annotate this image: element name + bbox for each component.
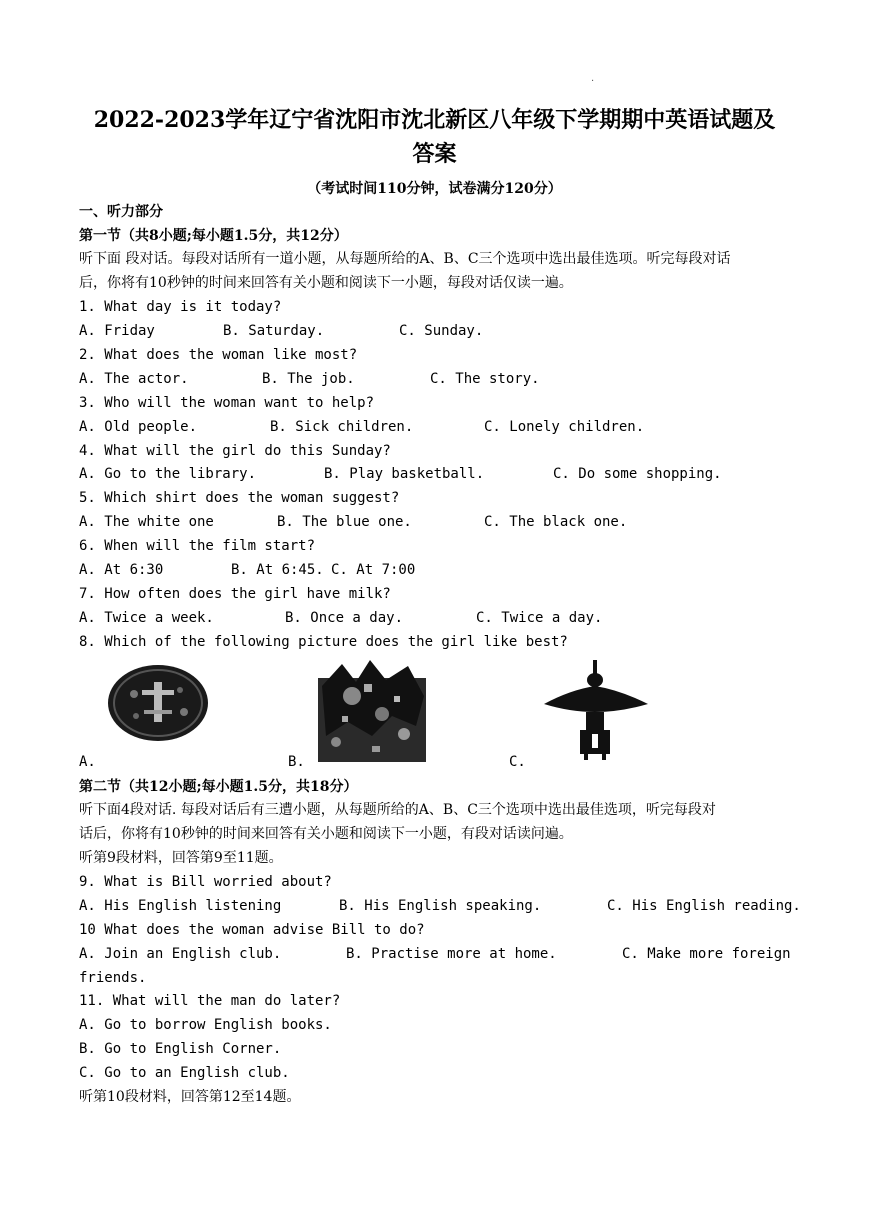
question-5: 5. Which shirt does the woman suggest? [79, 490, 400, 506]
picture-b-figure [312, 656, 430, 764]
picture-b-label: B. [288, 754, 305, 770]
option-7c: C. Twice a day. [476, 610, 603, 626]
option-1a: A. Friday [79, 323, 155, 339]
option-4b: B. Play basketball. [324, 466, 485, 482]
option-6c: C. At 7:00 [331, 562, 416, 578]
option-2a: A. The actor. [79, 371, 189, 387]
option-6a: A. At 6:30 [79, 562, 164, 578]
option-9a: A. His English listening [79, 898, 282, 914]
question-6: 6. When will the film start? [79, 538, 316, 554]
section2-instruction-2: 话后，你将有10秒钟的时间来回答有关小题和阅读下一小题，有段对话读问遍。 [79, 826, 573, 842]
question-7: 7. How often does the girl have milk? [79, 586, 391, 602]
option-10c-continued: friends. [79, 970, 147, 986]
option-1c: C. Sunday. [399, 323, 484, 339]
option-7a: A. Twice a week. [79, 610, 214, 626]
option-11a: A. Go to borrow English books. [79, 1017, 332, 1033]
option-10a: A. Join an English club. [79, 946, 282, 962]
question-9: 9. What is Bill worried about? [79, 874, 332, 890]
header-dot: . [591, 73, 595, 84]
material-10-note: 听第10段材料，回答第12至14题。 [79, 1089, 301, 1105]
option-7b: B. Once a day. [285, 610, 404, 626]
option-3a: A. Old people. [79, 419, 198, 435]
picture-a-label: A. [79, 754, 96, 770]
section2-heading: 第二节（共12小题;每小题1.5分，共18分） [79, 779, 358, 795]
section1-instruction-2: 后，你将有10秒钟的时间来回答有关小题和阅读下一小题，每段对话仅读一遍。 [79, 275, 573, 291]
option-11c: C. Go to an English club. [79, 1065, 290, 1081]
question-2: 2. What does the woman like most? [79, 347, 358, 363]
title-line-2: 答案 [412, 141, 457, 167]
section1-heading: 第一节（共8小题;每小题1.5分，共12分） [79, 228, 348, 244]
section1-instruction-1: 听下面 段对话。每段对话所有一道小题，从每题所给的A、B、C三个选项中选出最佳选项。听完每段对话 [79, 251, 731, 267]
option-10b: B. Practise more at home. [346, 946, 557, 962]
option-3b: B. Sick children. [270, 419, 414, 435]
section2-instruction-1: 听下面4段对话. 每段对话后有三遭小题，从每题所给的A、B、C三个选项中选出最佳选项，听完每段对 [79, 802, 716, 818]
question-10: 10 What does the woman advise Bill to do? [79, 922, 425, 938]
option-2b: B. The job. [262, 371, 355, 387]
part1-heading: 一、听力部分 [79, 204, 163, 220]
option-5b: B. The blue one. [277, 514, 412, 530]
option-2c: C. The story. [430, 371, 540, 387]
option-4a: A. Go to the library. [79, 466, 257, 482]
picture-a-medallion [106, 664, 210, 742]
option-3c: C. Lonely children. [484, 419, 645, 435]
question-4: 4. What will the girl do this Sunday? [79, 443, 391, 459]
question-3: 3. Who will the woman want to help? [79, 395, 375, 411]
option-10c: C. Make more foreign [622, 946, 791, 962]
question-8: 8. Which of the following picture does the girl like best? [79, 634, 568, 650]
option-1b: B. Saturday. [223, 323, 325, 339]
title-line-1: 2022-2023学年辽宁省沈阳市沈北新区八年级下学期期中英语试题及 [93, 107, 776, 133]
question-1: 1. What day is it today? [79, 299, 282, 315]
option-5c: C. The black one. [484, 514, 628, 530]
page-title [60, 103, 809, 171]
option-6b: B. At 6:45. [231, 562, 324, 578]
picture-c-lantern [540, 660, 652, 760]
exam-note: （考试时间110分钟，试卷满分120分） [307, 181, 562, 197]
option-9c: C. His English reading. [607, 898, 801, 914]
option-9b: B. His English speaking. [339, 898, 542, 914]
material-9-note: 听第9段材料，回答第9至11题。 [79, 850, 283, 866]
option-4c: C. Do some shopping. [553, 466, 722, 482]
option-5a: A. The white one [79, 514, 214, 530]
picture-c-label: C. [509, 754, 526, 770]
question-11: 11. What will the man do later? [79, 993, 341, 1009]
option-11b: B. Go to English Corner. [79, 1041, 282, 1057]
